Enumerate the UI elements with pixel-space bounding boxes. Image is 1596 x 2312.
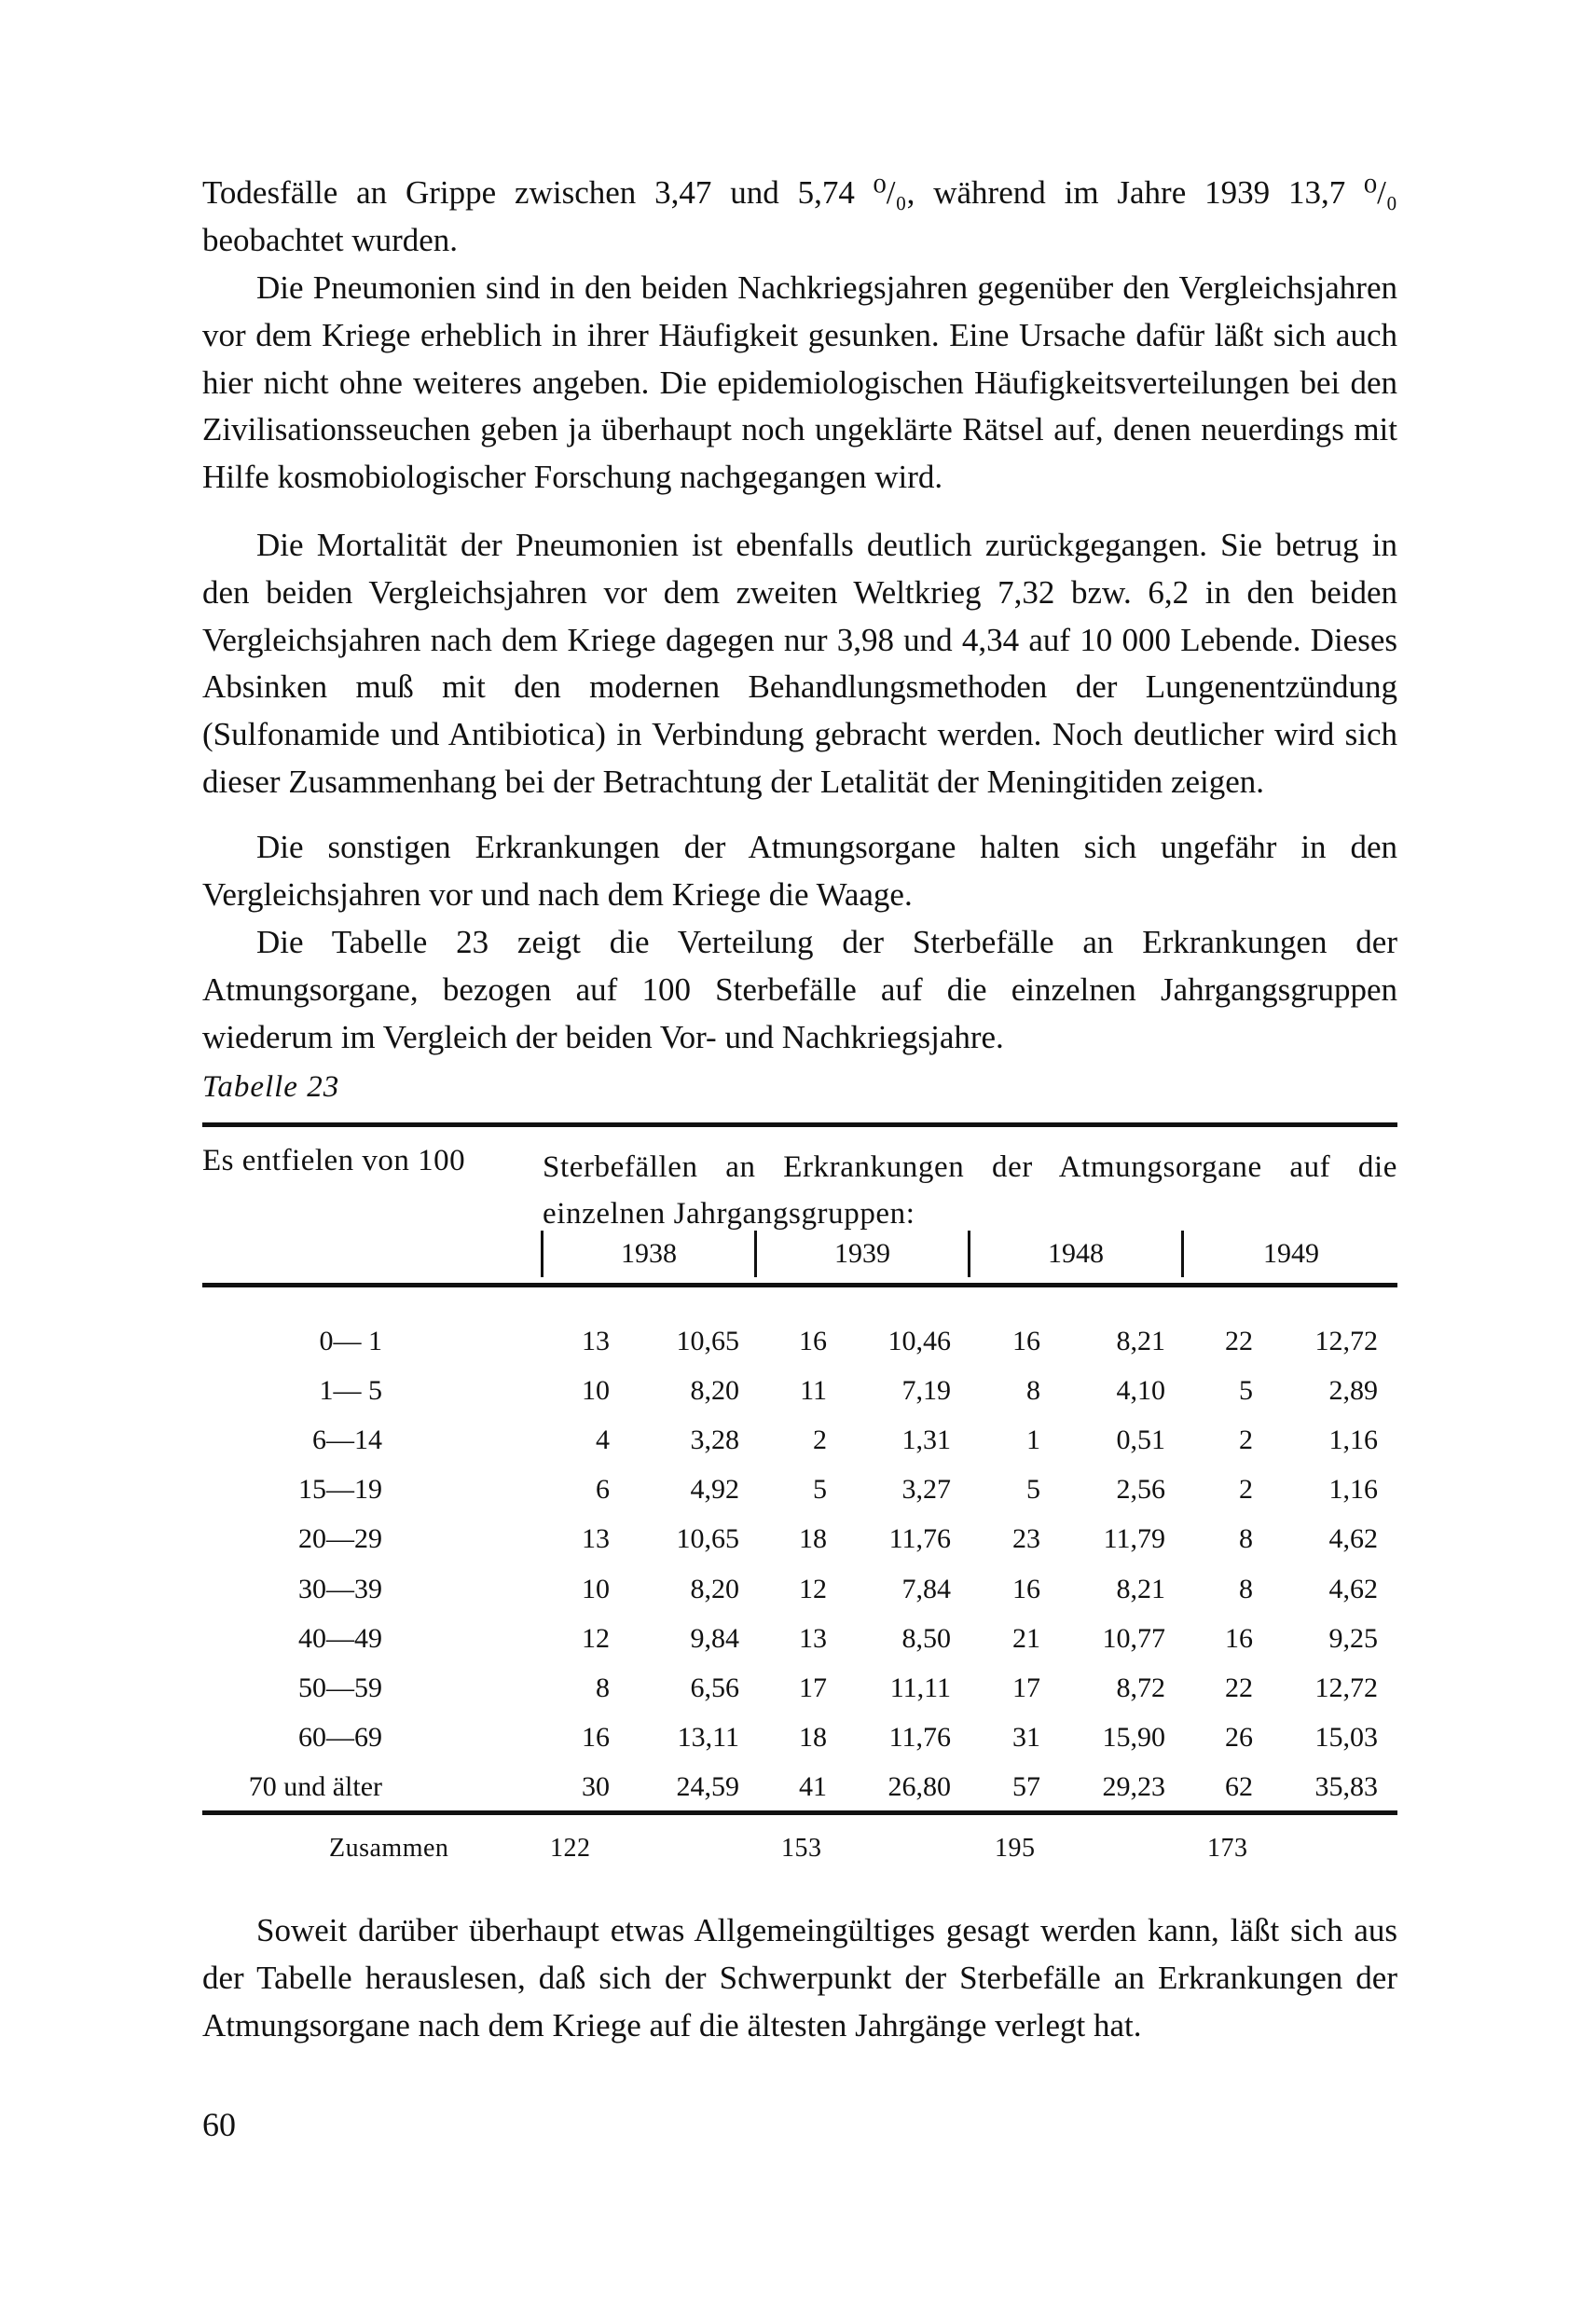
age-group-label: 20—29 (298, 1523, 382, 1555)
pct-1939-cell: 10,46 (887, 1326, 951, 1356)
pct-1938-cell: 9,84 (690, 1622, 739, 1654)
count-1948-cell: 16 (1012, 1326, 1040, 1356)
pct-1948-cell: 10,77 (1102, 1622, 1165, 1654)
pct-1938-cell: 8,20 (690, 1375, 739, 1407)
count-1939-cell: 18 (799, 1721, 827, 1753)
count-1938-cell: 30 (582, 1770, 610, 1802)
pct-1948-cell: 8,72 (1116, 1672, 1165, 1703)
total-1938: 122 (550, 1834, 591, 1863)
age-group-label: 15—19 (298, 1474, 382, 1506)
table-header-right: Sterbefällen an Erkrankungen der Atmungsorgane auf die einzelnen Jahrgangsgruppen: (543, 1150, 1397, 1231)
count-1948-cell: 31 (1012, 1721, 1040, 1753)
pct-1939-cell: 1,31 (901, 1424, 951, 1456)
pct-1938-cell: 10,65 (676, 1326, 739, 1356)
table-row (0, 1663, 1596, 1713)
count-1949-cell: 22 (1225, 1326, 1253, 1356)
count-1939-cell: 13 (799, 1622, 827, 1654)
count-1938-cell: 12 (582, 1622, 610, 1654)
total-1949: 173 (1207, 1834, 1248, 1863)
paragraph-pneumonien: Die Pneumonien sind in den beiden Nachkriegsjahren gegenüber den Vergleichsjahren vor dem Kriege erheblich in ihrer Häufigkeit gesunken. Eine Ursache dafür läßt sich auch hier nicht ohne weiteres angeben. Die epidemiologischen Häufigkeitsverteilungen bei den Zivilisationsseuchen geben ja überhaupt noch ungeklärte Rätsel auf, denen neuerdings mit Hilfe kosmobiologischer Forschung nachgegangen wird. (202, 269, 1397, 496)
count-1939-cell: 18 (799, 1523, 827, 1555)
pct-1948-cell: 8,21 (1116, 1573, 1165, 1604)
count-1938-cell: 10 (582, 1573, 610, 1604)
table-row (0, 1415, 1596, 1465)
table-row (0, 1614, 1596, 1663)
page-number: 60 (202, 2106, 236, 2143)
count-1948-cell: 21 (1012, 1622, 1040, 1654)
pct-1948-cell: 4,10 (1116, 1375, 1165, 1407)
count-1949-cell: 8 (1239, 1573, 1253, 1604)
count-1949-cell: 8 (1239, 1523, 1253, 1555)
count-1939-cell: 16 (799, 1326, 827, 1356)
age-group-label: 70 und älter (248, 1770, 382, 1802)
pct-1949-cell: 4,62 (1328, 1573, 1378, 1604)
pct-1948-cell: 0,51 (1116, 1424, 1165, 1456)
total-1948: 195 (995, 1834, 1036, 1863)
count-1948-cell: 23 (1012, 1523, 1040, 1555)
table-row (0, 1564, 1596, 1614)
pct-1938-cell: 4,92 (690, 1474, 739, 1506)
age-group-label: 0— 1 (319, 1326, 382, 1356)
count-1948-cell: 17 (1012, 1672, 1040, 1703)
paragraph-grippe: Todesfälle an Grippe zwischen 3,47 und 5,74 ⁰/₀, während im Jahre 1939 13,7 ⁰/₀ beobachtet wurden. (202, 174, 1397, 258)
count-1938-cell: 16 (582, 1721, 610, 1753)
count-1948-cell: 16 (1012, 1573, 1040, 1604)
count-1938-cell: 8 (596, 1672, 610, 1703)
count-1939-cell: 11 (800, 1375, 827, 1407)
table-row (0, 1316, 1596, 1366)
pct-1938-cell: 24,59 (676, 1770, 739, 1802)
count-1939-cell: 41 (799, 1770, 827, 1802)
pct-1939-cell: 26,80 (887, 1770, 951, 1802)
pct-1939-cell: 3,27 (901, 1474, 951, 1506)
pct-1939-cell: 11,11 (889, 1672, 951, 1703)
pct-1949-cell: 1,16 (1328, 1474, 1378, 1506)
pct-1938-cell: 6,56 (690, 1672, 739, 1703)
count-1949-cell: 22 (1225, 1672, 1253, 1703)
count-1949-cell: 16 (1225, 1622, 1253, 1654)
year-header-1939: 1939 (754, 1231, 968, 1277)
total-1939: 153 (781, 1834, 822, 1863)
age-group-label: 50—59 (298, 1672, 382, 1703)
count-1939-cell: 12 (799, 1573, 827, 1604)
paragraph-mortalitaet: Die Mortalität der Pneumonien ist ebenfalls deutlich zurückgegangen. Sie betrug in den beiden Vergleichsjahren vor dem zweiten Weltkrieg 7,32 bzw. 6,2 in den beiden Vergleichsjahren nach dem Kriege dagegen nur 3,98 und 4,34 auf 10 000 Lebende. Dieses Absinken muß mit den modernen Behandlungsmethoden der Lungenentzündung (Sulfonamide und Antibiotica) in Verbindung gebracht werden. Noch deutlicher wird sich dieser Zusammenhang bei der Betrachtung der Letalität der Meningitiden zeigen. (202, 527, 1397, 800)
count-1949-cell: 2 (1239, 1474, 1253, 1506)
count-1938-cell: 13 (582, 1523, 610, 1555)
year-header-1938: 1938 (541, 1231, 754, 1277)
pct-1939-cell: 7,84 (901, 1573, 951, 1604)
table-row (0, 1465, 1596, 1514)
count-1939-cell: 5 (813, 1474, 827, 1506)
pct-1939-cell: 8,50 (901, 1622, 951, 1654)
pct-1938-cell: 13,11 (677, 1721, 739, 1753)
pct-1949-cell: 2,89 (1328, 1375, 1378, 1407)
pct-1949-cell: 4,62 (1328, 1523, 1378, 1555)
count-1948-cell: 57 (1012, 1770, 1040, 1802)
year-header-1948: 1948 (968, 1231, 1181, 1277)
pct-1949-cell: 12,72 (1314, 1326, 1378, 1356)
total-label: Zusammen (329, 1834, 449, 1863)
pct-1938-cell: 8,20 (690, 1573, 739, 1604)
pct-1948-cell: 2,56 (1116, 1474, 1165, 1506)
count-1949-cell: 26 (1225, 1721, 1253, 1753)
age-group-label: 6—14 (312, 1424, 382, 1456)
count-1948-cell: 5 (1026, 1474, 1040, 1506)
age-group-label: 30—39 (298, 1573, 382, 1604)
pct-1949-cell: 12,72 (1314, 1672, 1378, 1703)
age-group-label: 40—49 (298, 1622, 382, 1654)
pct-1939-cell: 11,76 (888, 1721, 951, 1753)
count-1948-cell: 8 (1026, 1375, 1040, 1407)
pct-1949-cell: 35,83 (1314, 1770, 1378, 1802)
table-bottom-rule (202, 1810, 1397, 1815)
year-header-1949: 1949 (1181, 1231, 1398, 1277)
pct-1948-cell: 8,21 (1116, 1326, 1165, 1356)
count-1949-cell: 62 (1225, 1770, 1253, 1802)
count-1949-cell: 5 (1239, 1375, 1253, 1407)
count-1949-cell: 2 (1239, 1424, 1253, 1456)
table-caption: Tabelle 23 (202, 1070, 340, 1104)
count-1948-cell: 1 (1026, 1424, 1040, 1456)
table-row (0, 1514, 1596, 1563)
pct-1949-cell: 9,25 (1328, 1622, 1378, 1654)
pct-1948-cell: 29,23 (1102, 1770, 1165, 1802)
pct-1949-cell: 15,03 (1314, 1721, 1378, 1753)
table-header-left: Es entfielen von 100 (202, 1144, 466, 1177)
pct-1948-cell: 11,79 (1103, 1523, 1165, 1555)
table-row (0, 1713, 1596, 1762)
pct-1948-cell: 15,90 (1102, 1721, 1165, 1753)
count-1938-cell: 13 (582, 1326, 610, 1356)
count-1938-cell: 10 (582, 1375, 610, 1407)
pct-1949-cell: 1,16 (1328, 1424, 1378, 1456)
count-1938-cell: 6 (596, 1474, 610, 1506)
table-row (0, 1762, 1596, 1811)
age-group-label: 1— 5 (319, 1375, 382, 1407)
table-top-rule (202, 1122, 1397, 1127)
paragraph-tabelle-intro: Die Tabelle 23 zeigt die Verteilung der Sterbefälle an Erkrankungen der Atmungsorgane, bezogen auf 100 Sterbefälle auf die einzelnen Jahrgangsgruppen wiederum im Vergleich der beiden Vor- und Nachkriegsjahre. (202, 924, 1397, 1055)
pct-1939-cell: 11,76 (888, 1523, 951, 1555)
table-header-rule (202, 1283, 1397, 1287)
pct-1938-cell: 3,28 (690, 1424, 739, 1456)
pct-1938-cell: 10,65 (676, 1523, 739, 1555)
count-1939-cell: 2 (813, 1424, 827, 1456)
paragraph-sonstige: Die sonstigen Erkrankungen der Atmungsorgane halten sich ungefähr in den Vergleichsjahren vor und nach dem Kriege die Waage. (202, 829, 1397, 913)
count-1938-cell: 4 (596, 1424, 610, 1456)
count-1939-cell: 17 (799, 1672, 827, 1703)
pct-1939-cell: 7,19 (901, 1375, 951, 1407)
closing-paragraph: Soweit darüber überhaupt etwas Allgemeingültiges gesagt werden kann, läßt sich aus der Tabelle herauslesen, daß sich der Schwerpunkt der Sterbefälle an Erkrankungen der Atmungsorgane nach dem Kriege auf die ältesten Jahrgänge verlegt hat. (202, 1912, 1397, 2044)
age-group-label: 60—69 (298, 1721, 382, 1753)
table-row (0, 1366, 1596, 1415)
